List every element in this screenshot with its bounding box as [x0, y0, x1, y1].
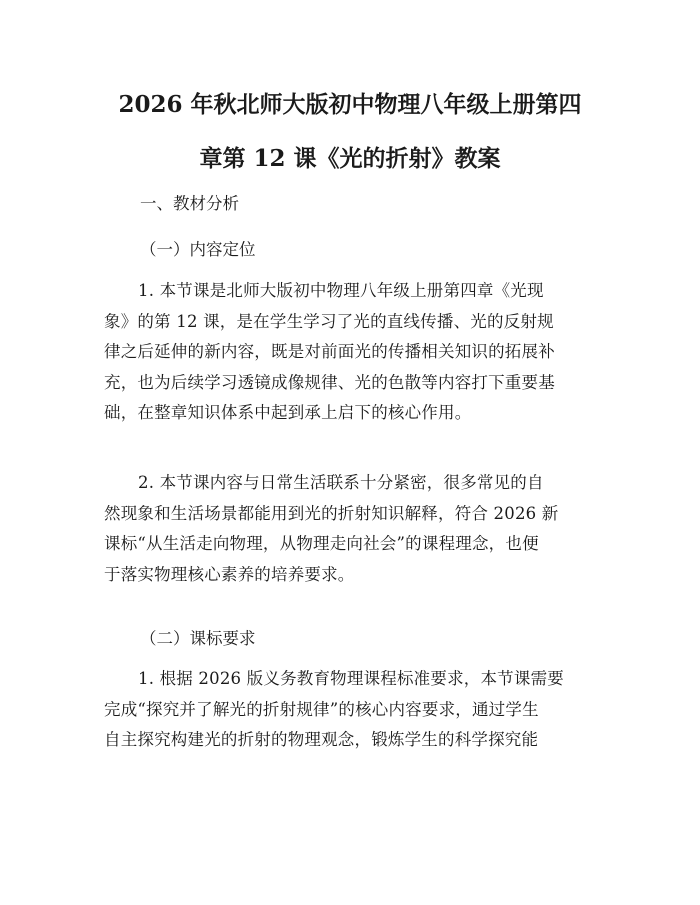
paragraph-line: 自主探究构建光的折射的物理观念，锻炼学生的科学探究能: [104, 730, 539, 749]
paragraph-line: 于落实物理核心素养的培养要求。: [104, 564, 355, 584]
paragraph-line: 充，也为后续学习透镜成像规律、光的色散等内容打下重要基: [104, 372, 555, 392]
paragraph-line: 象》的第 12 课，是在学生学习了光的直线传播、光的反射规: [104, 311, 554, 331]
paragraph-line: 课标“从生活走向物理，从物理走向社会”的课程理念，也便: [104, 534, 539, 553]
document-title: [96, 78, 604, 186]
paragraph-content-positioning-2: [104, 468, 604, 590]
paragraph-line: 1. 根据 2026 版义务教育物理课程标准要求，本节课需要: [138, 669, 564, 688]
paragraph-content-positioning-1: [104, 276, 604, 429]
subsection-heading-curriculum-requirements: （二）课标要求: [140, 629, 256, 648]
subsection-heading-content-positioning: （一）内容定位: [140, 240, 256, 259]
title-line: 章第 12 课《光的折射》教案: [199, 145, 501, 172]
paragraph-line: 完成“探究并了解光的折射规律”的核心内容要求，通过学生: [104, 699, 539, 719]
paragraph-line: 础，在整章知识体系中起到承上启下的核心作用。: [104, 403, 472, 422]
title-line: 2026 年秋北师大版初中物理八年级上册第四: [118, 91, 582, 118]
paragraph-line: 2. 本节课内容与日常生活联系十分紧密，很多常见的自: [138, 473, 544, 492]
paragraph-line: 律之后延伸的新内容，既是对前面光的传播相关知识的拓展补: [104, 342, 555, 361]
paragraph-line: 然现象和生活场景都能用到光的折射知识解释，符合 2026 新: [104, 503, 559, 523]
paragraph-line: 1. 本节课是北师大版初中物理八年级上册第四章《光现: [138, 281, 544, 300]
paragraph-curriculum-requirements-1: [104, 664, 604, 756]
section-heading-materials-analysis: 一、教材分析: [140, 194, 239, 213]
